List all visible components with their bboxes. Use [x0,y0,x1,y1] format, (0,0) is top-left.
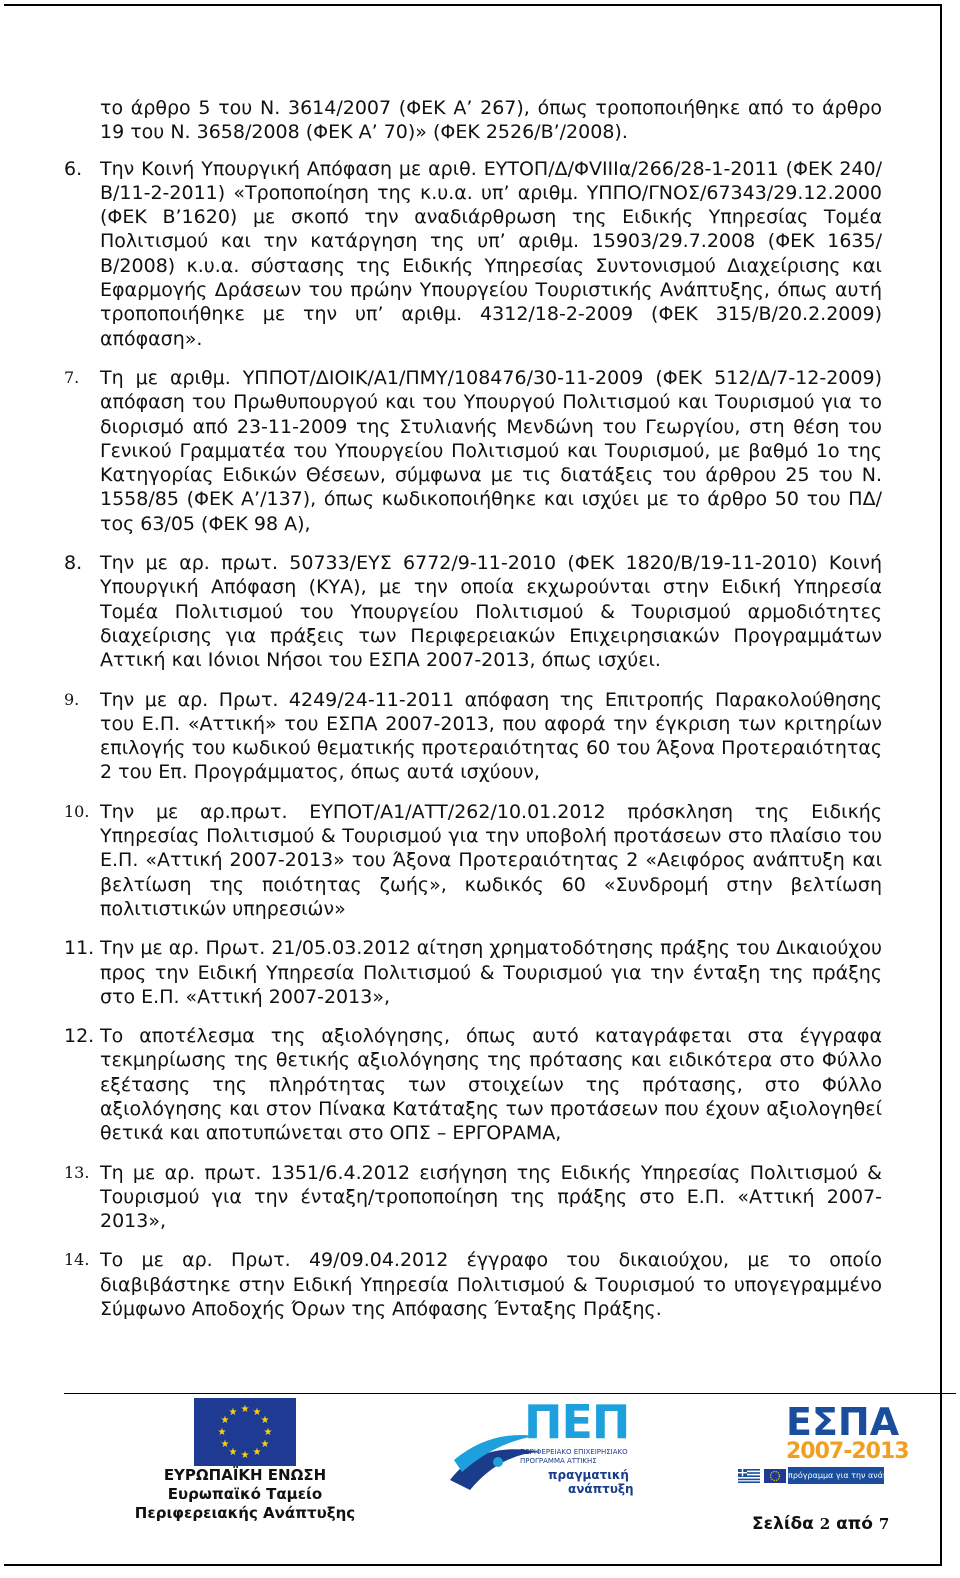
list-item [64,800,882,921]
svg-text:★: ★ [260,1415,270,1426]
svg-text:★: ★ [228,1407,238,1418]
page-current: 2 [819,1515,831,1533]
item-number: 13. [64,1162,90,1182]
list-item [64,688,882,785]
item-text: Την Κοινή Υπουργική Απόφαση με αριθ. ΕΥΤΟΠ/Δ/ΦVIIIα/266/28-1-2011 (ΦΕΚ 240/Β/11-2-2011) «Τροποποίηση της κ.υ.α. υπ’ αριθμ. ΥΠΠΟ/ΓΝΟΣ/67343/29.12.2000 (ΦΕΚ Β’1620) με σκοπό την αναδιάρθρωση της Ειδικής Υπηρεσίας Τομέα Πολιτισμού και την κατάργηση της υπ’ αριθμ. 15903/29.7.2008 (ΦΕΚ 1635/Β/2008) κ.υ.α. σύστασης της Ειδικής Υπηρεσίας Συντονισμού Διαχείρισης και Εφαρμογής Δράσεων του πρώην Υπουργείου Τουριστικής Ανάπτυξης, όπως αυτή τροποποιήθηκε με την υπ’ αριθμ. 4312/18-2-2009 (ΦΕΚ 315/Β/20.2.2009) απόφαση». [100,157,882,350]
list-item [64,936,882,1009]
svg-text:★: ★ [260,1439,270,1450]
pep-subtitle-line-1: ΠΕΡΙΦΕΡΕΙΑΚΟ ΕΠΙΧΕΙΡΗΣΙΑΚΟ [520,1448,628,1456]
svg-text:★: ★ [263,1427,273,1438]
pep-slogan-line-1: πραγματική [548,1468,629,1482]
footer-divider [64,1393,956,1394]
svg-text:★: ★ [252,1407,262,1418]
espa-tagline: πρόγραμμα για την ανάπτυξη [788,1467,884,1484]
item-number: 11. [64,937,95,960]
svg-text:★: ★ [240,1450,250,1461]
list-item [64,1161,882,1234]
item-text: Τη με αριθμ. ΥΠΠΟΤ/ΔΙΟΙΚ/Α1/ΠΜΥ/108476/30-11-2009 (ΦΕΚ 512/Δ/7-12-2009) απόφαση του Πρωθυπουργού και του Υπουργού Πολιτισμού και Τουρισμού για το διορισμό από 23-11-2009 της Στυλιανής Μενδώνη του Γεωργίου, στη θέση του Γενικού Γραμματέα του Υπουργείου Πολιτισμού και Τουρισμού, με βαθμό 1ο της Κατηγορίας Ειδικών Θέσεων, σύμφωνα με τις διατάξεις του άρθρου 25 του Ν. 1558/85 (ΦΕΚ Α’/137), όπως κωδικοποιήθηκε και ισχύει με το άρθρο 50 του ΠΔ/τος 63/05 (ΦΕΚ 98 Α), [100,366,882,535]
eu-flag-logo [194,1398,296,1466]
item-text: Το με αρ. Πρωτ. 49/09.04.2012 έγγραφο του δικαιούχου, με το οποίο διαβιβάστηκε στην Ειδική Υπηρεσία Πολιτισμού & Τουρισμού το υπογεγραμμένο Σύμφωνο Αποδοχής Όρων της Απόφασης Ένταξης Πράξης. [100,1249,882,1321]
list-item [64,1248,882,1321]
svg-text:★: ★ [217,1427,227,1438]
item-text: Την με αρ. πρωτ. 50733/ΕΥΣ 6772/9-11-2010 (ΦΕΚ 1820/Β/19-11-2010) Κοινή Υπουργική Απόφαση (ΚΥΑ), με την οποία εκχωρούνται στην Ειδική Υπηρεσία Τομέα Πολιτισμού του Υπουργείου Πολιτισμού & Τουρισμού αρμοδιότητες διαχείρισης για πράξεις των Περιφερειακών Επιχειρησιακών Προγραμμάτων Αττική και Ιόνιοι Νήσοι του ΕΣΠΑ 2007-2013, όπως ισχύει. [100,552,882,672]
svg-text:★: ★ [252,1447,262,1458]
eu-line-3: Περιφερειακής Ανάπτυξης [134,1504,356,1522]
list-item [64,366,882,536]
eu-line-2: Ευρωπαϊκό Ταμείο [167,1485,323,1503]
svg-text:★: ★ [240,1404,250,1415]
pep-slogan [548,1468,634,1496]
list-item [64,551,882,672]
item-text: Την με αρ. Πρωτ. 21/05.03.2012 αίτηση χρηματοδότησης πράξης του Δικαιούχου προς την Ειδική Υπηρεσία Πολιτισμού & Τουρισμού για την ένταξη της πράξης στο Ε.Π. «Αττική 2007-2013», [100,937,882,1008]
pep-subtitle [520,1448,640,1466]
eu-line-1: ΕΥΡΩΠΑΪΚΗ ΕΝΩΣΗ [163,1466,327,1484]
pep-subtitle-line-2: ΠΡΟΓΡΑΜΜΑ ΑΤΤΙΚΗΣ [520,1457,597,1465]
list-item [64,157,882,351]
continued-paragraph: το άρθρο 5 του Ν. 3614/2007 (ΦΕΚ Α’ 267), όπως τροποποιήθηκε από το άρθρο 19 του Ν. 3658/2008 (ΦΕΚ Α’ 70)» (ΦΕΚ 2526/Β’/2008). [100,97,882,144]
pep-slogan-line-2: ανάπτυξη [568,1482,634,1496]
page-total: 7 [878,1515,890,1533]
item-number: 7. [64,367,80,387]
svg-text:★: ★ [228,1447,238,1458]
item-text: Το αποτέλεσμα της αξιολόγησης, όπως αυτό καταγράφεται στα έγγραφα τεκμηρίωσης της θετικής αξιολόγησης της πρότασης και ειδικότερα στο Φύλλο εξέτασης της πληρότητας των στοιχείων της πρότασης, στο Φύλλο αξιολόγησης και στον Πίνακα Κατάταξης των προτάσεων που έχουν αξιολογηθεί θετικά και αποτυπώνεται στο ΟΠΣ – ΕΡΓΟΡΑΜΑ, [100,1025,882,1145]
espa-logo-text: ΕΣΠΑ [786,1400,900,1444]
item-text: Τη με αρ. πρωτ. 1351/6.4.2012 εισήγηση της Ειδικής Υπηρεσίας Πολιτισμού & Τουρισμού για την ένταξη/τροποποίηση της πράξης στο Ε.Π. «Αττική 2007-2013», [100,1161,882,1233]
pep-logo-text: ΠΕΠ [524,1395,630,1449]
item-number: 8. [64,552,83,575]
page-number [752,1514,889,1534]
item-number: 9. [64,689,80,709]
list-item [64,1024,882,1145]
item-text: Την με αρ.πρωτ. ΕΥΠΟΤ/Α1/ΑΤΤ/262/10.01.2012 πρόσκληση της Ειδικής Υπηρεσίας Πολιτισμού & Τουρισμού για την υποβολή προτάσεων στο πλαίσιο του Ε.Π. «Αττική 2007-2013» του Άξονα Προτεραιότητας 2 «Αειφόρος ανάπτυξη και βελτίωση της ποιότητας ζωής», κωδικός 60 «Συνδρομή στην βελτίωση πολιτιστικών υπηρεσιών» [100,800,882,920]
item-number: 6. [64,157,83,180]
page-of: από [836,1514,873,1534]
eu-caption [110,1466,380,1523]
page-label: Σελίδα [752,1514,814,1534]
item-number: 10. [64,801,90,821]
item-number: 12. [64,1025,95,1048]
svg-text:★: ★ [220,1415,230,1426]
espa-years: 2007-2013 [786,1439,909,1464]
item-text: Την με αρ. Πρωτ. 4249/24-11-2011 απόφαση της Επιτροπής Παρακολούθησης του Ε.Π. «Αττική» του ΕΣΠΑ 2007-2013, που αφορά την έγκριση των κριτηρίων επιλογής του κωδικού θεματικής προτεραιότητας 60 του Άξονα Προτεραιότητας 2 του Επ. Προγράμματος, όπως αυτά ισχύουν, [100,688,882,784]
svg-text:★: ★ [220,1439,230,1450]
document-body [64,96,882,1336]
item-number: 14. [64,1250,90,1270]
